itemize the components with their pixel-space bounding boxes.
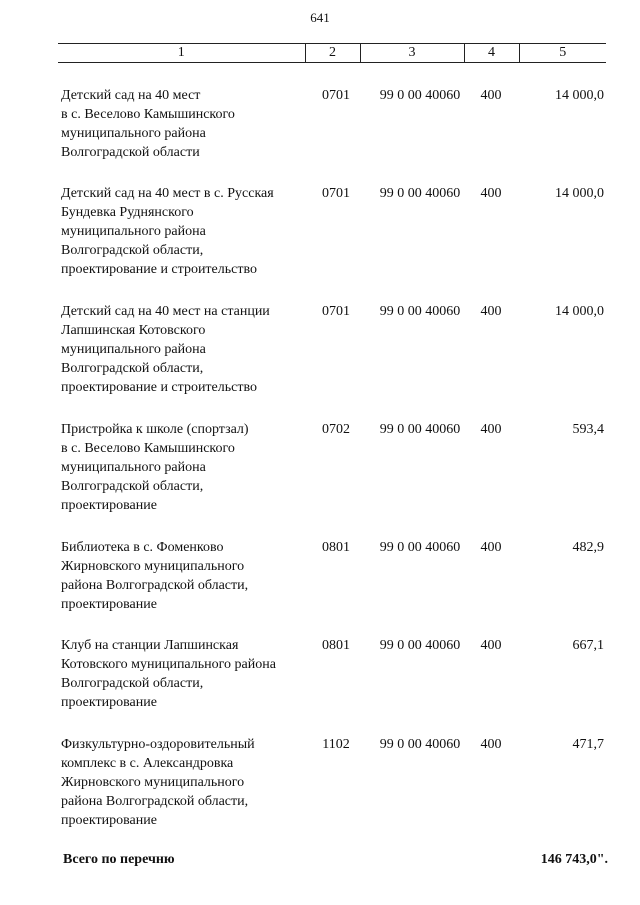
row-name-line: комплекс в с. Александровка <box>61 756 234 771</box>
table-header-wrap <box>58 43 606 63</box>
row-name <box>61 420 311 515</box>
row-name-line: Бундевка Руднянского <box>61 205 194 220</box>
row-section-code: 0801 <box>322 540 350 555</box>
row-name-line: Детский сад на 40 мест в с. Русская <box>61 186 274 201</box>
row-name-line: Волгоградской области <box>61 145 200 160</box>
row-name-line: в с. Веселово Камышинского <box>61 441 235 456</box>
row-name-line: проектирование <box>61 695 157 710</box>
row-expense-type: 400 <box>480 422 502 437</box>
row-target-code: 99 0 00 40060 <box>379 304 461 319</box>
row-name-line: Детский сад на 40 мест <box>61 88 201 103</box>
row-name <box>61 86 311 162</box>
column-header-4: 4 <box>464 44 519 63</box>
total-value: 146 743,0". <box>540 852 608 867</box>
row-name-line: муниципального района <box>61 126 206 141</box>
row-name-line: района Волгоградской области, <box>61 578 249 593</box>
row-target-code: 99 0 00 40060 <box>379 88 461 103</box>
row-section-code: 0701 <box>322 186 350 201</box>
row-name-line: Пристройка к школе (спортзал) <box>61 422 249 437</box>
row-name-line: проектирование <box>61 597 157 612</box>
row-name-line: муниципального района <box>61 460 206 475</box>
row-name-line: Волгоградской области, <box>61 361 204 376</box>
row-name-line: проектирование и строительство <box>61 380 257 395</box>
row-name-line: муниципального района <box>61 224 206 239</box>
row-name-line: в с. Веселово Камышинского <box>61 107 235 122</box>
table-header <box>58 43 606 63</box>
row-name-line: Волгоградской области, <box>61 243 204 258</box>
row-section-code: 0702 <box>322 422 350 437</box>
row-name <box>61 735 311 830</box>
total-label: Всего по перечню <box>63 852 175 867</box>
row-section-code: 0801 <box>322 638 350 653</box>
row-name-line: Физкультурно-оздоровительный <box>61 737 255 752</box>
row-amount: 14 000,0 <box>555 186 604 201</box>
row-expense-type: 400 <box>480 88 502 103</box>
row-amount: 14 000,0 <box>555 304 604 319</box>
row-name-line: муниципального района <box>61 342 206 357</box>
row-name-line: Библиотека в с. Фоменково <box>61 540 224 555</box>
row-name-line: Волгоградской области, <box>61 676 204 691</box>
row-target-code: 99 0 00 40060 <box>379 638 461 653</box>
column-header-2: 2 <box>305 44 360 63</box>
row-name <box>61 538 311 614</box>
row-name-line: проектирование <box>61 813 157 828</box>
row-name-line: проектирование <box>61 498 157 513</box>
row-expense-type: 400 <box>480 540 502 555</box>
row-section-code: 0701 <box>322 304 350 319</box>
row-amount: 593,4 <box>572 422 604 437</box>
row-target-code: 99 0 00 40060 <box>379 422 461 437</box>
row-name-line: Детский сад на 40 мест на станции <box>61 304 270 319</box>
row-name <box>61 184 311 279</box>
column-header-1: 1 <box>58 44 305 63</box>
row-name-line: района Волгоградской области, <box>61 794 249 809</box>
column-header-5: 5 <box>519 44 606 63</box>
row-name-line: Лапшинская Котовского <box>61 323 206 338</box>
row-expense-type: 400 <box>480 304 502 319</box>
row-section-code: 0701 <box>322 88 350 103</box>
column-header-3: 3 <box>360 44 464 63</box>
row-name-line: Жирновского муниципального <box>61 775 245 790</box>
row-name-line: проектирование и строительство <box>61 262 257 277</box>
row-name-line: Клуб на станции Лапшинская <box>61 638 239 653</box>
row-name-line: Котовского муниципального района <box>61 657 276 672</box>
row-target-code: 99 0 00 40060 <box>379 737 461 752</box>
row-amount: 471,7 <box>572 737 604 752</box>
row-name-line: Волгоградской области, <box>61 479 204 494</box>
row-target-code: 99 0 00 40060 <box>379 186 461 201</box>
row-expense-type: 400 <box>480 186 502 201</box>
row-section-code: 1102 <box>322 737 350 752</box>
row-amount: 14 000,0 <box>555 88 604 103</box>
row-expense-type: 400 <box>480 638 502 653</box>
row-name-line: Жирновского муниципального <box>61 559 245 574</box>
page-number: 641 <box>310 10 330 25</box>
row-target-code: 99 0 00 40060 <box>379 540 461 555</box>
row-name <box>61 302 311 397</box>
row-amount: 482,9 <box>572 540 604 555</box>
row-amount: 667,1 <box>572 638 604 653</box>
row-name <box>61 636 311 712</box>
row-expense-type: 400 <box>480 737 502 752</box>
